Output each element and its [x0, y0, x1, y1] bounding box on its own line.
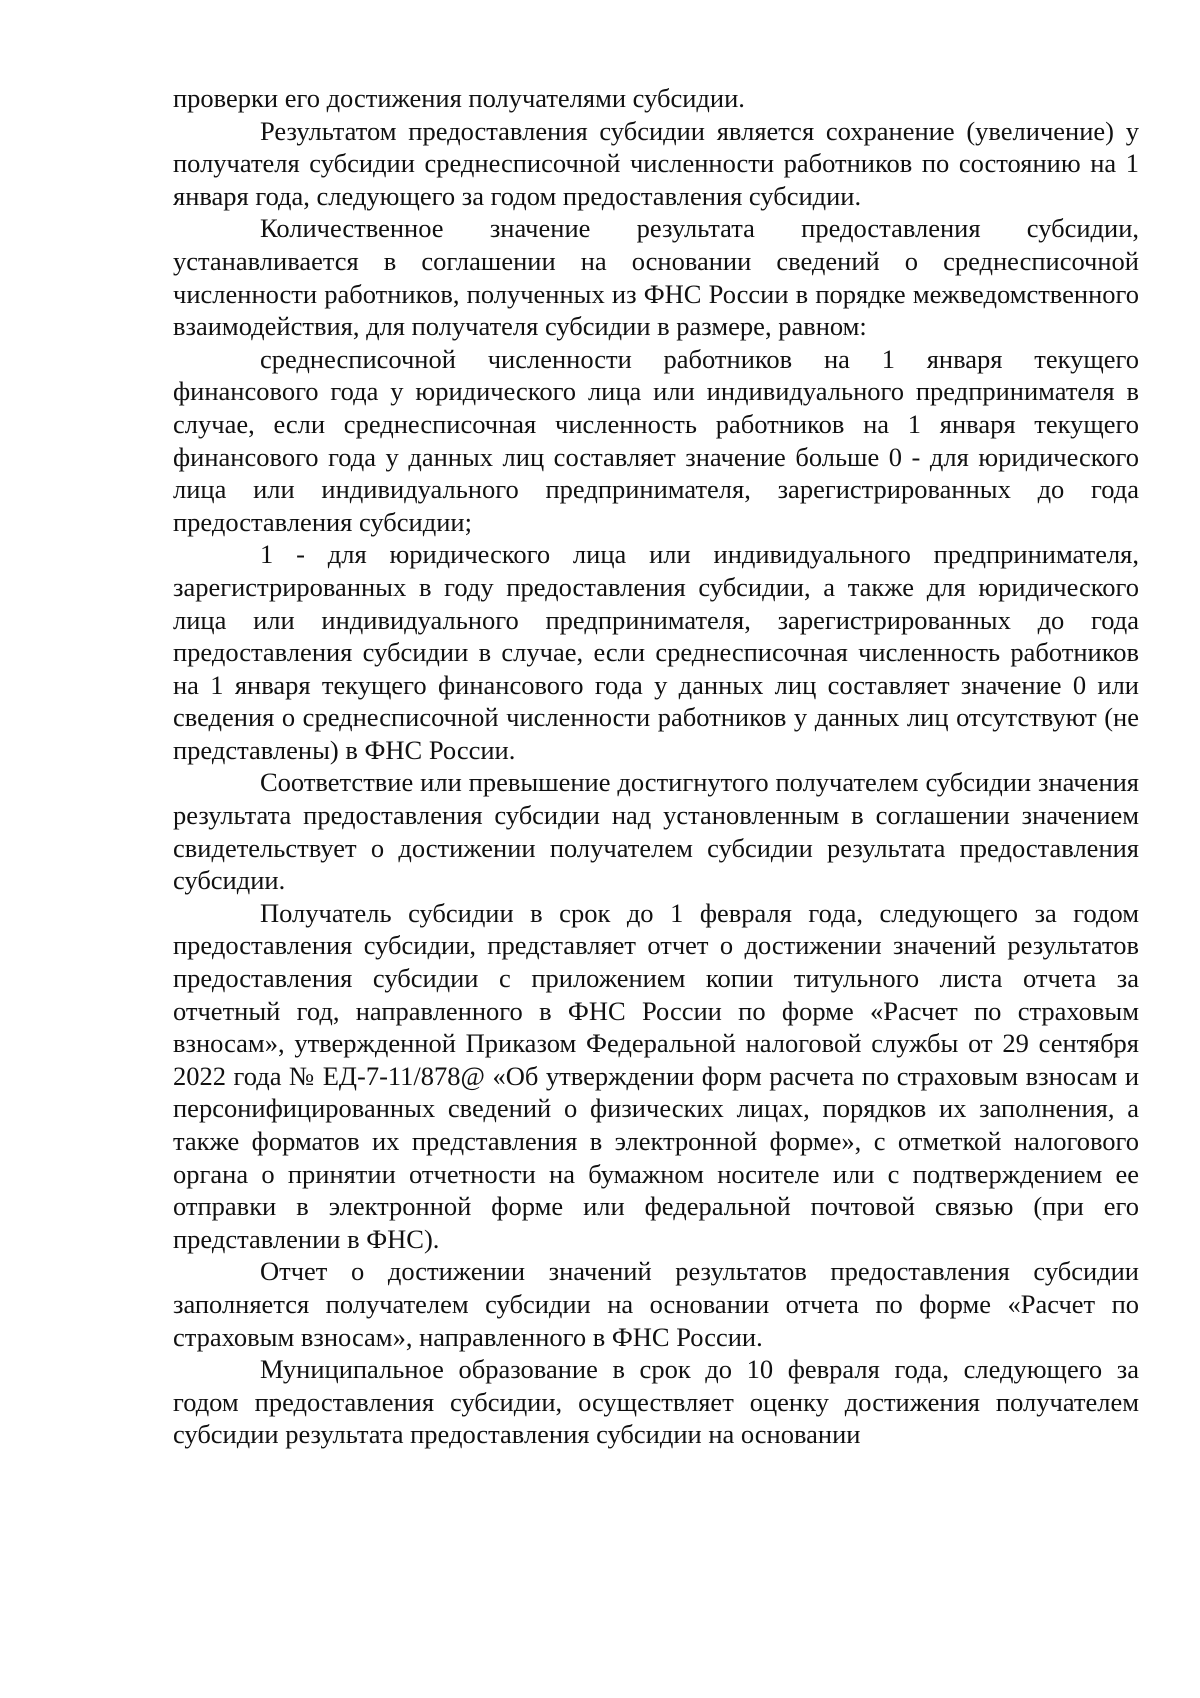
paragraph-report-submission: Получатель субсидии в срок до 1 февраля года, следующего за годом предоставления субсидии, представляет отчет о достижении значений результатов предоставления субсидии с приложением копии титульного листа отчета за отчетный год, направленного в ФНС России по форме «Расчет по страховым взносам», утвержденной Приказом Федеральной налоговой службы от 29 сентября 2022 года № ЕД-7-11/878@ «Об утверждении форм расчета по страховым взносам и персонифицированных сведений о физических лицах, порядков их заполнения, а также форматов их представления в электронной форме», с отметкой налогового органа о принятии отчетности на бумажном носителе или с подтверждением ее отправки в электронной форме или федеральной почтовой связью (при его представлении в ФНС). — [173, 897, 1139, 1254]
document-page — [173, 82, 1139, 1451]
paragraph-report-filling: Отчет о достижении значений результатов предоставления субсидии заполняется получателем субсидии на основании отчета по форме «Расчет по страховым взносам», направленного в ФНС России. — [173, 1256, 1139, 1352]
paragraph-municipal-assessment: Муниципальное образование в срок до 10 февраля года, следующего за годом предоставления субсидии, осуществляет оценку достижения получателем субсидии результата предоставления субсидии на основании — [173, 1354, 1139, 1450]
paragraph-value-one: 1 - для юридического лица или индивидуального предпринимателя, зарегистрированных в году предоставления субсидии, а также для юридического лица или индивидуального предпринимателя, зарегистрированных до года предоставления субсидии в случае, если среднесписочная численность работников на 1 января текущего финансового года у данных лиц составляет значение 0 или сведения о среднесписочной численности работников у данных лиц отсутствуют (не представлены) в ФНС России. — [173, 539, 1139, 765]
paragraph-compliance: Соответствие или превышение достигнутого получателем субсидии значения результата предоставления субсидии над установленным в соглашении значением свидетельствует о достижении получателем субсидии результата предоставления субсидии. — [173, 767, 1139, 896]
paragraph-continuation: проверки его достижения получателями субсидии. — [173, 83, 745, 113]
paragraph-result-definition: Результатом предоставления субсидии является сохранение (увеличение) у получателя субсидии среднесписочной численности работников по состоянию на 1 января года, следующего за годом предоставления субсидии. — [173, 115, 1139, 211]
paragraph-average-headcount: среднесписочной численности работников на 1 января текущего финансового года у юридического лица или индивидуального предпринимателя в случае, если среднесписочная численность работников на 1 января текущего финансового года у данных лиц составляет значение больше 0 - для юридического лица или индивидуального предпринимателя, зарегистрированных до года предоставления субсидии; — [173, 343, 1139, 537]
paragraph-quantitative-value: Количественное значение результата предоставления субсидии, устанавливается в соглашении на основании сведений о среднесписочной численности работников, полученных из ФНС России в порядке межведомственного взаимодействия, для получателя субсидии в размере, равном: — [173, 213, 1139, 342]
